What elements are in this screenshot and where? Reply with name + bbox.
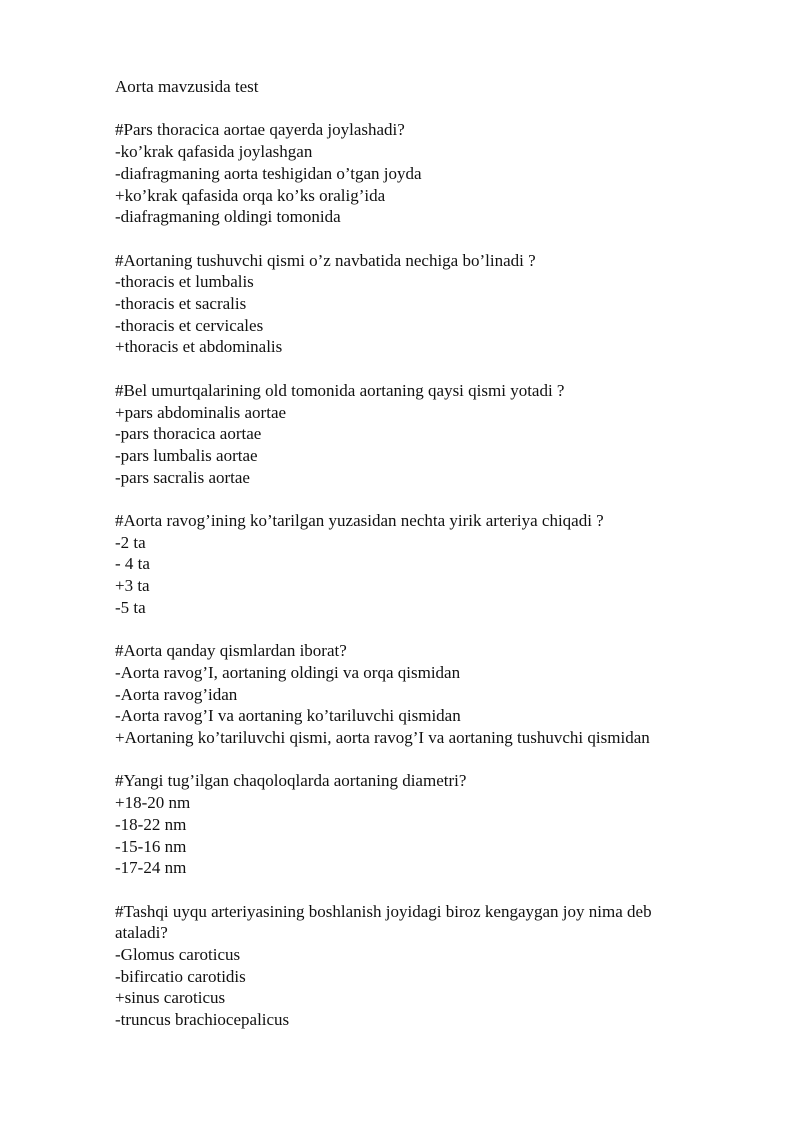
answer-option: -15-16 nm bbox=[115, 836, 187, 856]
answer-option: -diafragmaning oldingi tomonida bbox=[115, 207, 341, 227]
question-block-2 bbox=[115, 250, 735, 359]
answer-option-correct: +3 ta bbox=[115, 576, 150, 596]
answer-option-correct: +sinus caroticus bbox=[115, 988, 226, 1008]
question-text: #Aorta qanday qismlardan iborat? bbox=[115, 641, 347, 661]
answer-option: -diafragmaning aorta teshigidan o’tgan joyda bbox=[115, 163, 422, 183]
question-text: #Aorta ravog’ining ko’tarilgan yuzasidan nechta yirik arteriya chiqadi ? bbox=[115, 511, 604, 530]
question-block-4 bbox=[115, 510, 735, 619]
answer-option: -Aorta ravog’I, aortaning oldingi va orqa qismidan bbox=[115, 662, 461, 682]
answer-option: -17-24 nm bbox=[115, 858, 187, 878]
paragraph-spacer bbox=[115, 488, 735, 510]
answer-option: -pars lumbalis aortae bbox=[115, 445, 258, 465]
answer-option: -Glomus caroticus bbox=[115, 945, 241, 965]
document-title: Aorta mavzusida test bbox=[115, 77, 259, 96]
answer-option-correct: +18-20 nm bbox=[115, 793, 191, 813]
question-block-3 bbox=[115, 380, 735, 489]
question-block-6 bbox=[115, 770, 735, 879]
paragraph-spacer bbox=[115, 619, 735, 641]
answer-option: -bifircatio carotidis bbox=[115, 966, 246, 986]
answer-option-correct: +ko’krak qafasida orqa ko’ks oralig’ida bbox=[115, 185, 386, 205]
paragraph-spacer bbox=[115, 749, 735, 771]
answer-option-correct: +thoracis et abdominalis bbox=[115, 337, 283, 357]
question-text: #Bel umurtqalarining old tomonida aortaning qaysi qismi yotadi ? bbox=[115, 380, 565, 400]
answer-option: -thoracis et lumbalis bbox=[115, 272, 254, 292]
question-text: #Tashqi uyqu arteriyasining boshlanish joyidagi biroz kengaygan joy nima deb bbox=[115, 901, 652, 921]
question-block-5 bbox=[115, 640, 735, 749]
answer-option: -2 ta bbox=[115, 532, 146, 552]
answer-option: -truncus brachiocepalicus bbox=[115, 1010, 290, 1030]
answer-option: -Aorta ravog’I va aortaning ko’tariluvchi qismidan bbox=[115, 706, 461, 726]
answer-option-correct: +pars abdominalis aortae bbox=[115, 402, 287, 422]
question-text-continued: ataladi? bbox=[115, 923, 168, 943]
question-block-7 bbox=[115, 901, 735, 1031]
answer-option: -Aorta ravog’idan bbox=[115, 684, 238, 704]
answer-option: -ko’krak qafasida joylashgan bbox=[115, 142, 313, 162]
paragraph-spacer bbox=[115, 98, 735, 120]
question-text: #Yangi tug’ilgan chaqoloqlarda aortaning diametri? bbox=[115, 771, 467, 791]
paragraph-spacer bbox=[115, 879, 735, 901]
paragraph-spacer bbox=[115, 228, 735, 250]
answer-option: -pars sacralis aortae bbox=[115, 467, 250, 487]
answer-option-correct: +Aortaning ko’tariluvchi qismi, aorta ravog’I va aortaning tushuvchi qismidan bbox=[115, 728, 650, 748]
document-body bbox=[115, 76, 735, 1031]
answer-option: -thoracis et cervicales bbox=[115, 315, 264, 335]
answer-option: - 4 ta bbox=[115, 554, 150, 574]
answer-option: -pars thoracica aortae bbox=[115, 424, 262, 444]
paragraph-spacer bbox=[115, 358, 735, 380]
question-block-1 bbox=[115, 119, 735, 228]
answer-option: -18-22 nm bbox=[115, 814, 187, 834]
question-text: #Pars thoracica aortae qayerda joylashadi? bbox=[115, 120, 405, 140]
answer-option: -thoracis et sacralis bbox=[115, 294, 247, 313]
question-text: #Aortaning tushuvchi qismi o’z navbatida nechiga bo’linadi ? bbox=[115, 250, 536, 270]
answer-option: -5 ta bbox=[115, 597, 146, 617]
